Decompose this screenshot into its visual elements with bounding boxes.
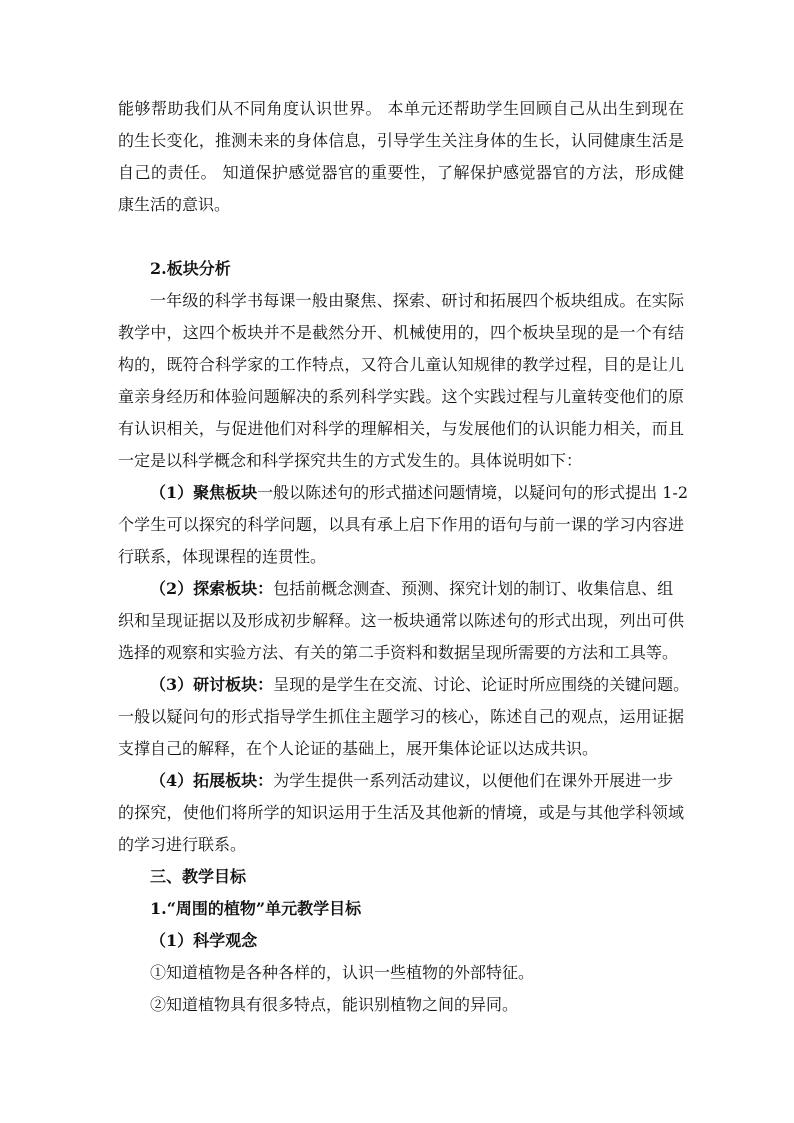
paragraph-line: 有认识相关，与促进他们对科学的理解相关，与发展他们的认识能力相关，而且: [118, 419, 684, 438]
block-label: （3）研讨板块：: [150, 675, 274, 694]
list-item: ①知道植物是各种各样的，认识一些植物的外部特征。: [150, 963, 535, 982]
block-text: 包括前概念测查、预测、探究计划的制订、收集信息、组: [273, 579, 674, 598]
block-text: 呈现的是学生在交流、讨论、论证时所应围绕的关键问题。: [273, 675, 690, 694]
paragraph-line: 行联系，体现课程的连贯性。: [118, 547, 327, 566]
paragraph-line: 能够帮助我们从不同角度认识世界。 本单元还帮助学生回顾自己从出生到现在: [118, 99, 684, 118]
subsection-heading: 1.“周围的植物”单元教学目标: [150, 899, 362, 918]
paragraph-line: 选择的观察和实验方法、有关的第二手资料和数据呈现所需要的方法和工具等。: [118, 643, 679, 662]
paragraph-line: 一年级的科学书每课一般由聚焦、探索、研讨和拓展四个板块组成。在实际: [150, 291, 684, 310]
paragraph-line: 康生活的意识。: [118, 195, 231, 214]
subsection-heading: （1）科学观念: [150, 931, 258, 950]
paragraph-line: 个学生可以探究的科学问题，以具有承上启下作用的语句与前一课的学习内容进: [118, 515, 684, 534]
block-text: 一般以陈述句的形式描述问题情境，以疑问句的形式提出 1-2: [257, 483, 688, 502]
paragraph-line: 一般以疑问句的形式指导学生抓住主题学习的核心，陈述自己的观点，运用证据: [118, 707, 684, 726]
block-label: （2）探索板块：: [150, 579, 274, 598]
paragraph-line: 的生长变化，推测未来的身体信息，引导学生关注身体的生长，认同健康生活是: [118, 131, 684, 150]
paragraph-line: 的探究，使他们将所学的知识运用于生活及其他新的情境，或是与其他学科领域: [118, 803, 684, 822]
block-label: （4）拓展板块：: [150, 771, 274, 790]
paragraph-line: 的学习进行联系。: [118, 835, 247, 854]
paragraph-line: 自己的责任。 知道保护感觉器官的重要性，了解保护感觉器官的方法，形成健: [118, 163, 684, 182]
paragraph-line: 织和呈现证据以及形成初步解释。这一板块通常以陈述句的形式出现，列出可供: [118, 611, 684, 630]
paragraph-line: 教学中，这四个板块并不是截然分开、机械使用的，四个板块呈现的是一个有结: [118, 323, 684, 342]
list-item: ②知道植物具有很多特点，能识别植物之间的异同。: [150, 995, 519, 1014]
section-heading: 2.板块分析: [150, 259, 231, 278]
paragraph-line: 一定是以科学概念和科学探究共生的方式发生的。具体说明如下：: [118, 451, 583, 470]
section-heading: 三、教学目标: [150, 867, 247, 886]
block-text: 为学生提供一系列活动建议，以便他们在课外开展进一步: [273, 771, 674, 790]
block-extend-line: [150, 770, 684, 792]
paragraph-line: 构的，既符合科学家的工作特点，又符合儿童认知规律的教学过程，目的是让儿: [118, 355, 684, 374]
block-label: （1）聚焦板块: [150, 483, 258, 502]
block-discuss-line: [150, 674, 690, 696]
block-explore-line: [150, 578, 684, 600]
paragraph-line: 支撑自己的解释，在个人论证的基础上，展开集体论证以达成共识。: [118, 739, 599, 758]
paragraph-line: 童亲身经历和体验问题解决的系列科学实践。这个实践过程与儿童转变他们的原: [118, 387, 684, 406]
block-focus-line: [150, 482, 688, 504]
